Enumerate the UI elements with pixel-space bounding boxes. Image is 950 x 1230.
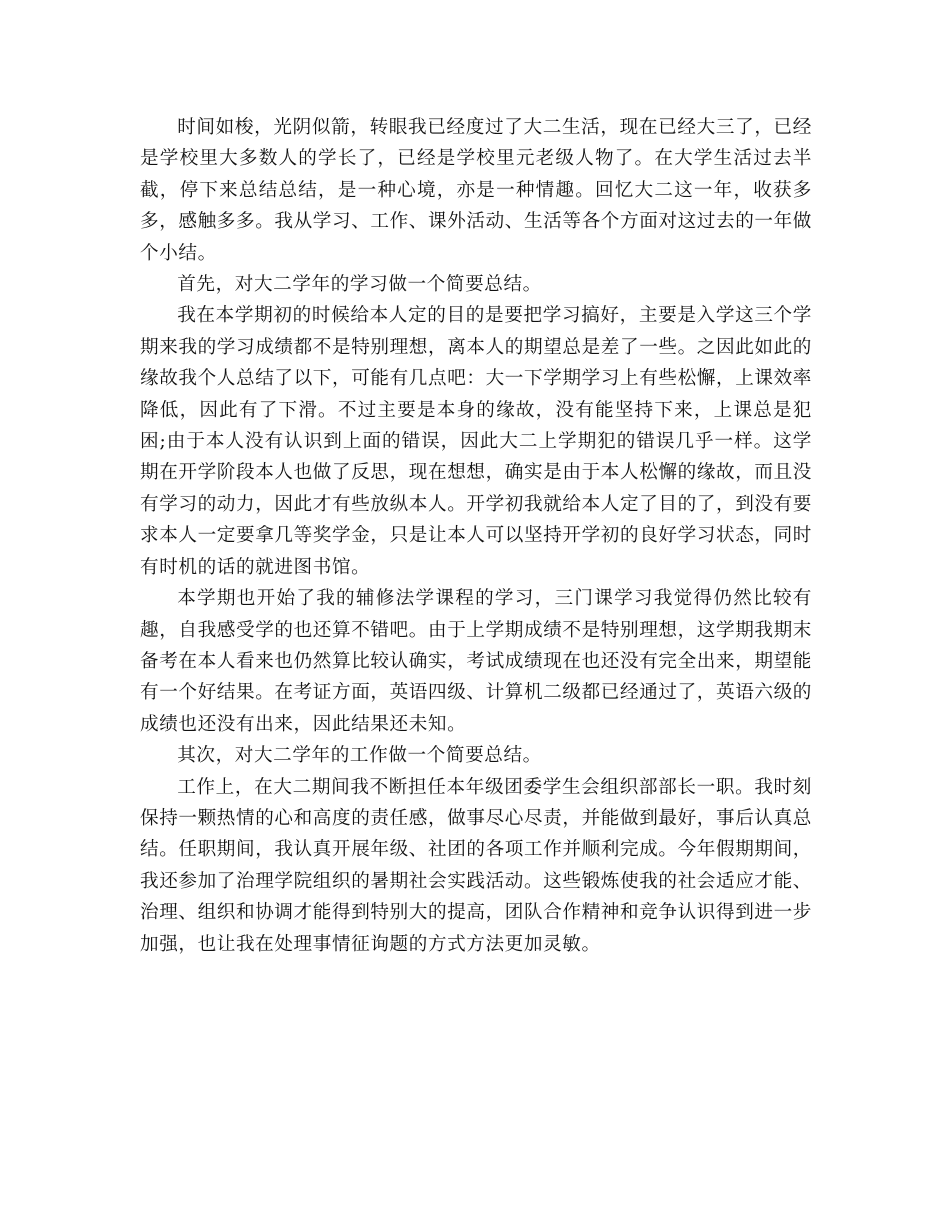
- paragraph-work-summary: 工作上，在大二期间我不断担任本年级团委学生会组织部部长一职。我时刻保持一颗热情的心和高度的责任感，做事尽心尽责，并能做到最好，事后认真总结。任职期间，我认真开展年级、社团的各项工作并顺利完成。今年假期期间，我还参加了治理学院组织的暑期社会实践活动。这些锻炼使我的社会适应才能、治理、组织和协调才能得到特别大的提高，团队合作精神和竞争认识得到进一步加强，也让我在处理事情征询题的方式方法更加灵敏。: [140, 776, 812, 955]
- paragraph-intro: 时间如梭，光阴似箭，转眼我已经度过了大二生活，现在已经大三了，已经是学校里大多数人的学长了，已经是学校里元老级人物了。在大学生活过去半截，停下来总结总结，是一种心境，亦是一种情趣。回忆大二这一年，收获多多，感触多多。我从学习、工作、课外活动、生活等各个方面对这过去的一年做个小结。: [140, 117, 812, 264]
- paragraph-minor-and-exams: 本学期也开始了我的辅修法学课程的学习，三门课学习我觉得仍然比较有趣，自我感受学的也还算不错吧。由于上学期成绩不是特别理想，这学期我期末备考在本人看来也仍然算比较认确实，考试成绩现在也还没有完全出来，期望能有一个好结果。在考证方面，英语四级、计算机二级都已经通过了，英语六级的成绩也还没有出来，因此结果还未知。: [140, 588, 812, 735]
- paragraph-study-reflection: 我在本学期初的时候给本人定的目的是要把学习搞好，主要是入学这三个学期来我的学习成绩都不是特别理想，离本人的期望总是差了一些。之因此如此的缘故我个人总结了以下，可能有几点吧：大一下学期学习上有些松懈，上课效率降低，因此有了下滑。不过主要是本身的缘故，没有能坚持下来，上课总是犯困;由于本人没有认识到上面的错误，因此大二上学期犯的错误几乎一样。这学期在开学阶段本人也做了反思，现在想想，确实是由于本人松懈的缘故，而且没有学习的动力，因此才有些放纵本人。开学初我就给本人定了目的了，到没有要求本人一定要拿几等奖学金，只是让本人可以坚持开学初的良好学习状态，同时有时机的话的就进图书馆。: [140, 305, 812, 578]
- paragraph-work-heading: 其次，对大二学年的工作做一个简要总结。: [177, 745, 542, 767]
- document-body: [140, 112, 812, 960]
- paragraph-study-heading: 首先，对大二学年的学习做一个简要总结。: [177, 274, 542, 296]
